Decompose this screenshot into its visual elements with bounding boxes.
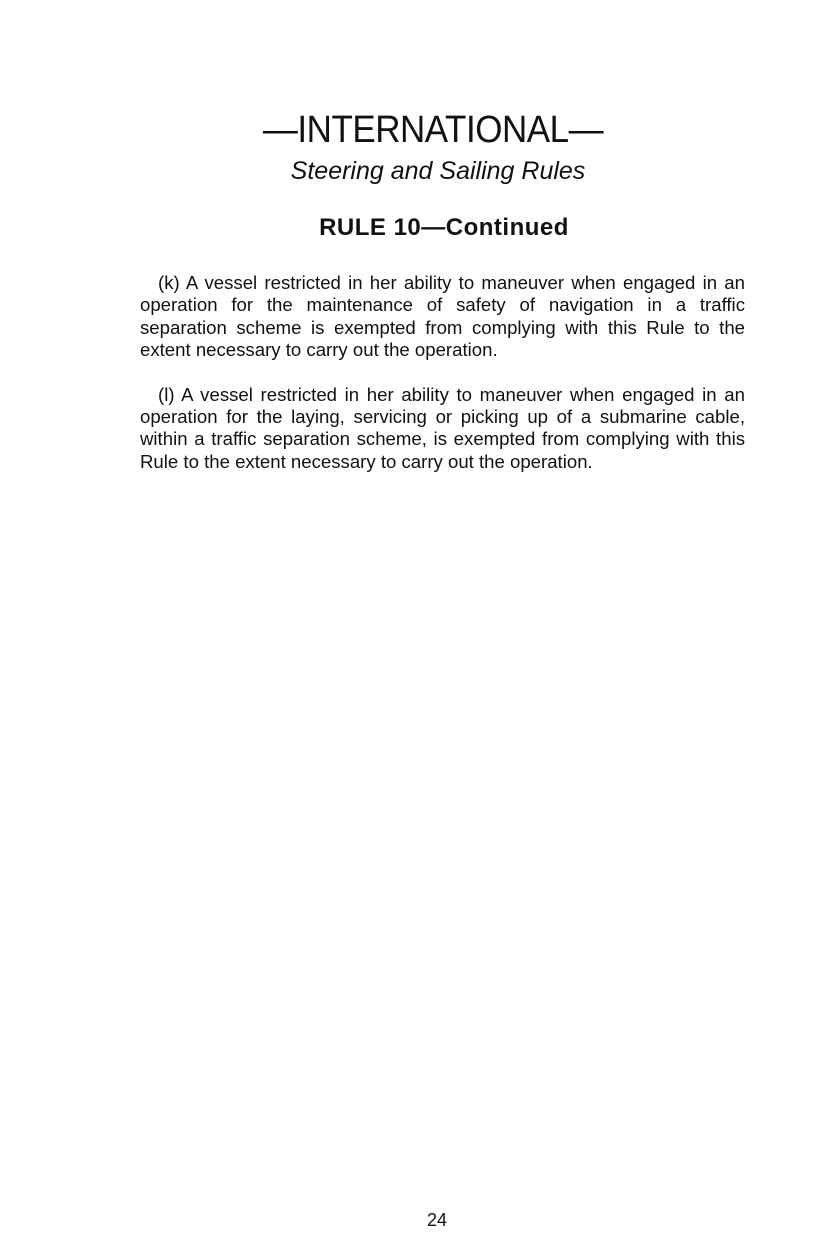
rule-heading: RULE 10—Continued <box>319 214 569 241</box>
paragraph-l: (l) A vessel restricted in her ability to maneuver when engaged in an operation for the laying, servicing or picking up of a submarine cable, within a traffic separation scheme, is exempted from complying with this Rule to the extent necessary to carry out the operation. <box>140 383 745 472</box>
rule-body <box>140 272 745 495</box>
section-subtitle: Steering and Sailing Rules <box>290 157 586 185</box>
page-number: 24 <box>426 1210 448 1230</box>
section-title: —INTERNATIONAL— <box>262 109 604 151</box>
paragraph-k: (k) A vessel restricted in her ability to maneuver when engaged in an operation for the maintenance of safety of navigation in a traffic separation scheme is exempted from complying with this Rule to the extent necessary to carry out the operation. <box>140 272 745 361</box>
